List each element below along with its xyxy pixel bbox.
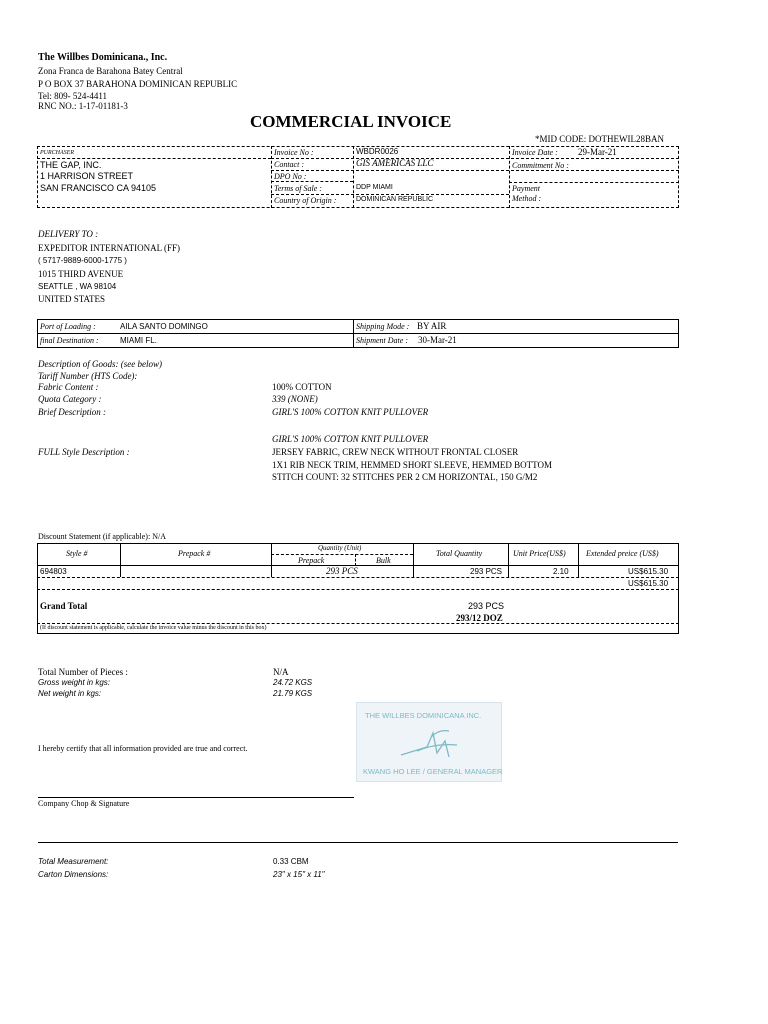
date-label: Shipment Date : [356,336,408,345]
delivery-line-4: SEATTLE , WA 98104 [38,282,117,291]
invoice-no-label: Invoice No : [274,148,314,157]
port-value: AILA SANTO DOMINGO [120,322,208,331]
delivery-line-1: EXPEDITOR INTERNATIONAL (FF) [38,243,180,253]
full-desc-label: FULL Style Description : [38,447,130,457]
company-stamp [356,702,502,782]
purchaser-label: PURCHASER [40,150,74,156]
net-label: Net weight in kgs: [38,689,102,698]
certify-text: I hereby certify that all information provided are true and correct. [38,744,248,753]
dest-label: final Destination : [40,336,99,345]
purchaser-line-1: THE GAP, INC. [40,160,102,170]
row-prepack-qty: 293 PCS [326,566,358,576]
quota-value: 339 (NONE) [272,394,318,404]
delivery-label: DELIVERY TO : [38,229,99,239]
date-value: 30-Mar-21 [418,335,457,345]
origin-value: DOMINICAN REPUBLIC [356,196,434,203]
full-desc-line-1: GIRL'S 100% COTTON KNIT PULLOVER [272,434,429,444]
delivery-line-2: ( 5717-9889-6000-1775 ) [38,256,127,265]
total-measure-label: Total Measurement: [38,857,109,866]
brief-value: GIRL'S 100% COTTON KNIT PULLOVER [272,407,429,417]
payment-label: Payment [512,184,540,193]
delivery-line-5: UNITED STATES [38,294,106,304]
col-quantity: Quantity (Unit) [318,544,362,552]
pieces-value: N/A [273,667,289,677]
col-qty-prepack: Prepack [298,556,325,565]
invoice-date-label: Invoice Date : [512,148,558,157]
grand-total-pcs: 293 PCS [468,601,505,611]
terms-value: DDP MIAMI [356,184,393,191]
pieces-label: Total Number of Pieces : [38,667,128,677]
discount-statement: Discount Statement (if applicable): N/A [38,532,166,541]
page-title: COMMERCIAL INVOICE [250,112,452,131]
company-tel: Tel: 809- 524-4411 [38,91,108,101]
contact-value: GIS AMERICAS LLC [356,158,434,168]
carton-value: 23" x 15" x 11" [273,870,325,879]
port-label: Port of Loading : [40,322,96,331]
dpo-label: DPO No : [274,172,307,181]
fabric-value: 100% COTTON [272,382,332,392]
brief-label: Brief Description : [38,407,106,417]
col-style: Style # [66,549,88,558]
grand-total-label: Grand Total [40,601,88,611]
net-value: 21.79 KGS [273,689,313,698]
row-total-qty: 293 PCS [470,567,503,576]
stamp-top-text: THE WILLBES DOMINICANA INC. [365,711,482,720]
purchaser-line-2: 1 HARRISON STREET [40,171,134,181]
signature-line [38,797,354,798]
full-desc-line-4: STITCH COUNT: 32 STITCHES PER 2 CM HORIZONTAL, 150 G/M2 [272,472,538,482]
desc-goods-label: Description of Goods: (see below) [38,359,162,369]
row-unit-price: 2.10 [553,567,569,576]
items-note: (If discount statement is applicable, calculate the invoice value minus the discount in this box) [40,625,267,631]
quota-label: Quota Category : [38,394,102,404]
grand-total-doz: 293/12 DOZ [456,613,503,623]
commitment-label: Commitment No : [512,161,569,170]
separator-line [38,842,678,843]
total-measure-value: 0.33 CBM [273,857,309,866]
col-total-qty: Total Quantity [436,549,483,558]
signature-scribble-icon [387,723,477,763]
purchaser-line-3: SAN FRANCISCO CA 94105 [40,183,157,193]
contact-label: Contact : [274,160,304,169]
company-address-2: P O BOX 37 BARAHONA DOMINICAN REPUBLIC [38,79,238,89]
mode-value: BY AIR [417,321,447,331]
signature-label: Company Chop & Signature [38,799,130,808]
row-style: 694803 [40,567,67,576]
stamp-bottom-text: KWANG HO LEE / GENERAL MANAGER [363,767,503,776]
mid-code: *MID CODE: DOTHEWIL28BAN [535,134,664,144]
invoice-no: WBDR0026 [356,147,399,156]
origin-label: Country of Origin : [274,196,337,205]
terms-label: Terms of Sale : [274,184,322,193]
col-unit-price: Unit Price(US$) [513,549,566,558]
fabric-label: Fabric Content : [38,382,99,392]
subtotal: US$615.30 [628,579,669,588]
company-rnc: RNC NO.: 1-17-01181-3 [38,101,128,111]
tariff-label: Tariff Number (HTS Code): [38,371,138,381]
delivery-line-3: 1015 THIRD AVENUE [38,269,124,279]
carton-label: Carton Dimensions: [38,870,109,879]
gross-label: Gross weight in kgs: [38,678,111,687]
row-ext-price: US$615.30 [628,567,669,576]
col-prepack: Prepack # [178,549,211,558]
gross-value: 24.72 KGS [273,678,313,687]
col-ext-price: Extended preice (US$) [586,549,659,558]
company-address-1: Zona Franca de Barahona Batey Central [38,66,183,76]
mode-label: Shipping Mode : [356,322,410,331]
invoice-date: 29-Mar-21 [578,147,617,157]
company-name: The Willbes Dominicana., Inc. [38,52,168,63]
dest-value: MIAMI FL. [120,336,157,345]
col-qty-bulk: Bulk [376,556,391,565]
payment-method-label: Method : [512,194,542,203]
full-desc-line-3: 1X1 RIB NECK TRIM, HEMMED SHORT SLEEVE, HEMMED BOTTOM [272,460,552,470]
full-desc-line-2: JERSEY FABRIC, CREW NECK WITHOUT FRONTAL CLOSER [272,447,519,457]
